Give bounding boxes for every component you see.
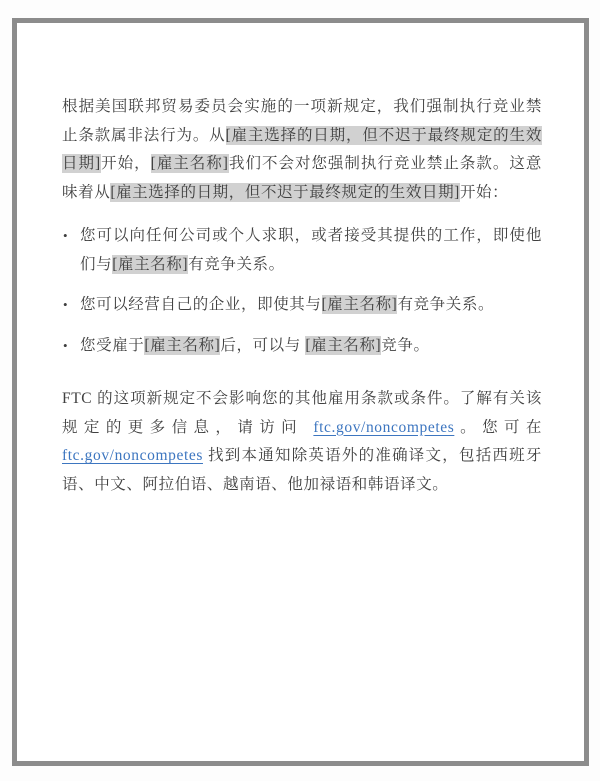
ftc-noncompetes-link[interactable]: ftc.gov/noncompetes <box>313 418 455 436</box>
text-segment: 找到本通知除英语外的准确译文，包括西班牙语、中文、阿拉伯语、越南语、他加禄语和韩语译文。 <box>62 447 542 493</box>
bullet-icon: • <box>63 228 69 243</box>
text-segment: 您受雇于 <box>80 336 145 354</box>
list-item <box>62 332 542 361</box>
paragraph-intro <box>62 93 542 207</box>
list-item-text <box>80 295 494 314</box>
bullet-icon: • <box>63 337 69 353</box>
notice-page <box>12 18 589 766</box>
text-segment: 根据美国联邦贸易委员会实施的一项新规定，我们强制执行竞业禁止条款属非法行为。从 <box>62 98 542 144</box>
text-segment: 竞争。 <box>381 336 430 354</box>
text-segment: FTC 的这项新规定不会影响您的其他雇用条款或条件。了解有关该规定的更多信息，请访问 <box>62 390 542 436</box>
text-segment: 您可以经营自己的企业，即使其与 <box>80 296 322 313</box>
bullet-icon: • <box>63 297 69 312</box>
text-segment: 。您可在 <box>454 418 543 436</box>
list-item-text <box>80 336 430 355</box>
placeholder-highlight: [雇主名称] <box>150 155 229 172</box>
text-segment: 您可以向任何公司或个人求职，或者接受其提供的工作，即使他们与 <box>80 227 542 273</box>
placeholder-highlight: [雇主选择的日期，但不迟于最终规定的生效日期] <box>62 126 542 172</box>
list-item <box>62 222 542 279</box>
notice-content <box>17 23 584 499</box>
text-segment: 开始， <box>100 155 151 172</box>
bullet-list <box>62 222 542 360</box>
paragraph-footer <box>62 385 542 499</box>
text-segment: 后，可以与 <box>220 336 306 354</box>
text-segment: 有竞争关系。 <box>397 296 495 313</box>
text-segment: 开始： <box>459 183 509 201</box>
placeholder-highlight: [雇主名称] <box>321 296 398 313</box>
ftc-noncompetes-link[interactable]: ftc.gov/noncompetes <box>62 447 203 464</box>
text-segment: 有竞争关系。 <box>188 255 285 273</box>
list-item-text <box>80 227 542 274</box>
placeholder-highlight: [雇主名称] <box>144 336 221 354</box>
list-item <box>62 291 542 320</box>
text-segment: 我们不会对您强制执行竞业禁止条款。这意味着从 <box>62 155 542 201</box>
placeholder-highlight: [雇主名称] <box>305 336 382 354</box>
placeholder-highlight: [雇主名称] <box>112 255 189 273</box>
placeholder-highlight: [雇主选择的日期，但不迟于最终规定的生效日期] <box>110 183 460 201</box>
